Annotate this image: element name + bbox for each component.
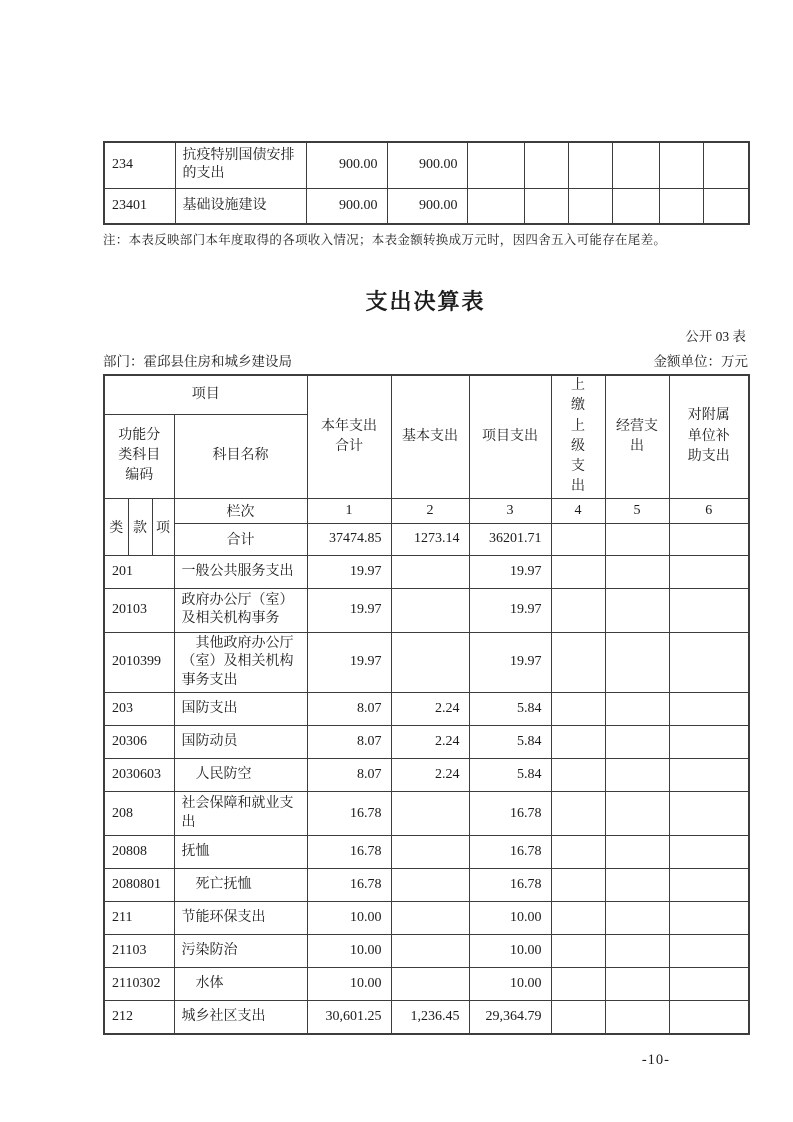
amount-cell: 10.00	[469, 902, 551, 935]
amount-cell: 16.78	[307, 792, 391, 836]
amount-cell: 19.97	[307, 632, 391, 692]
amount-cell: 16.78	[307, 836, 391, 869]
empty-cell	[669, 632, 749, 692]
amount-cell: 19.97	[307, 555, 391, 588]
table-row	[104, 902, 749, 935]
empty-cell	[551, 792, 605, 836]
amount-cell: 2.24	[391, 759, 469, 792]
subject-name-cell: 国防支出	[174, 693, 307, 726]
empty-cell	[551, 902, 605, 935]
table-row	[104, 188, 749, 224]
empty-cell	[659, 142, 703, 188]
table-note: 注：本表反映部门本年度取得的各项收入情况；本表金额转换成万元时，因四舍五入可能存在尾差。	[103, 233, 667, 247]
empty-cell	[551, 968, 605, 1001]
code-cell: 2110302	[104, 968, 174, 1001]
department-label: 部门：霍邱县住房和城乡建设局	[103, 354, 292, 369]
empty-cell	[568, 188, 612, 224]
amount-cell: 10.00	[307, 935, 391, 968]
empty-cell	[551, 726, 605, 759]
header-project: 项目	[104, 375, 307, 414]
empty-cell	[605, 836, 669, 869]
amount-cell: 29,364.79	[469, 1001, 551, 1034]
lanci-number: 4	[551, 498, 605, 523]
table-row	[104, 555, 749, 588]
code-cell: 2030603	[104, 759, 174, 792]
header-row-project	[104, 375, 749, 414]
total-label: 合计	[174, 523, 307, 555]
empty-cell	[568, 142, 612, 188]
amount-cell	[391, 968, 469, 1001]
empty-cell	[605, 935, 669, 968]
lanci-number: 1	[307, 498, 391, 523]
code-cell: 2080801	[104, 869, 174, 902]
empty-cell	[605, 555, 669, 588]
subject-name-cell: 国防动员	[174, 726, 307, 759]
header-upper-level: 上缴上级支出	[551, 375, 605, 498]
lanci-label: 栏次	[174, 498, 307, 523]
amount-cell: 5.84	[469, 726, 551, 759]
subject-name-cell: 死亡抚恤	[174, 869, 307, 902]
amount-cell: 30,601.25	[307, 1001, 391, 1034]
amount-cell: 36201.71	[469, 523, 551, 555]
header-function-code: 功能分类科目编码	[104, 414, 174, 498]
lanci-number: 5	[605, 498, 669, 523]
code-cell: 20306	[104, 726, 174, 759]
table-row	[104, 792, 749, 836]
amount-cell	[391, 555, 469, 588]
header-basic-expenditure: 基本支出	[391, 375, 469, 498]
header-project-expenditure: 项目支出	[469, 375, 551, 498]
amount-cell: 900.00	[306, 188, 387, 224]
table-row	[104, 726, 749, 759]
table-row	[104, 968, 749, 1001]
empty-cell	[669, 935, 749, 968]
income-table-continuation	[103, 141, 750, 225]
code-cell: 203	[104, 693, 174, 726]
table-row	[104, 935, 749, 968]
form-number: 公开 03 表	[685, 329, 746, 344]
table-row	[104, 632, 749, 692]
empty-cell	[605, 588, 669, 632]
amount-cell: 10.00	[307, 968, 391, 1001]
empty-cell	[605, 523, 669, 555]
amount-cell: 2.24	[391, 693, 469, 726]
amount-cell: 900.00	[387, 142, 467, 188]
subheader-section: 款	[128, 498, 152, 555]
amount-cell	[391, 935, 469, 968]
amount-cell: 16.78	[469, 869, 551, 902]
empty-cell	[669, 869, 749, 902]
subject-name-cell: 社会保障和就业支出	[174, 792, 307, 836]
empty-cell	[669, 902, 749, 935]
amount-cell: 10.00	[307, 902, 391, 935]
amount-cell: 37474.85	[307, 523, 391, 555]
empty-cell	[703, 188, 749, 224]
header-subject-name: 科目名称	[174, 414, 307, 498]
subject-name-cell: 政府办公厅（室）及相关机构事务	[174, 588, 307, 632]
amount-cell: 16.78	[469, 836, 551, 869]
empty-cell	[605, 968, 669, 1001]
amount-cell: 19.97	[307, 588, 391, 632]
empty-cell	[605, 869, 669, 902]
total-row	[104, 523, 749, 555]
amount-cell: 16.78	[469, 792, 551, 836]
lanci-number: 6	[669, 498, 749, 523]
empty-cell	[659, 188, 703, 224]
code-cell: 2010399	[104, 632, 174, 692]
amount-cell: 1273.14	[391, 523, 469, 555]
amount-cell	[391, 792, 469, 836]
code-cell: 201	[104, 555, 174, 588]
header-row-lanci	[104, 498, 749, 523]
amount-unit-label: 金额单位：万元	[653, 354, 748, 369]
amount-cell: 900.00	[387, 188, 467, 224]
amount-cell: 19.97	[469, 632, 551, 692]
empty-cell	[669, 693, 749, 726]
empty-cell	[605, 902, 669, 935]
empty-cell	[551, 632, 605, 692]
table-row	[104, 693, 749, 726]
expenditure-table	[103, 374, 750, 1035]
empty-cell	[605, 693, 669, 726]
subject-name-cell: 抗疫特别国债安排的支出	[175, 142, 306, 188]
amount-cell	[391, 836, 469, 869]
empty-cell	[551, 588, 605, 632]
subheader-class: 类	[104, 498, 128, 555]
subject-name-cell: 节能环保支出	[174, 902, 307, 935]
lanci-number: 3	[469, 498, 551, 523]
amount-cell: 19.97	[469, 555, 551, 588]
empty-cell	[612, 142, 659, 188]
empty-cell	[467, 188, 524, 224]
empty-cell	[612, 188, 659, 224]
amount-cell: 1,236.45	[391, 1001, 469, 1034]
header-affiliated-subsidy: 对附属单位补助支出	[669, 375, 749, 498]
amount-cell: 900.00	[306, 142, 387, 188]
empty-cell	[605, 759, 669, 792]
empty-cell	[467, 142, 524, 188]
empty-cell	[669, 792, 749, 836]
subject-name-cell: 污染防治	[174, 935, 307, 968]
amount-cell: 10.00	[469, 968, 551, 1001]
amount-cell: 5.84	[469, 693, 551, 726]
empty-cell	[524, 188, 568, 224]
amount-cell: 10.00	[469, 935, 551, 968]
empty-cell	[669, 523, 749, 555]
table-row	[104, 759, 749, 792]
table-row	[104, 836, 749, 869]
amount-cell: 8.07	[307, 693, 391, 726]
amount-cell	[391, 902, 469, 935]
lanci-number: 2	[391, 498, 469, 523]
subheader-item: 项	[152, 498, 174, 555]
empty-cell	[524, 142, 568, 188]
code-cell: 234	[104, 142, 175, 188]
subject-name-cell: 一般公共服务支出	[174, 555, 307, 588]
code-cell: 20103	[104, 588, 174, 632]
code-cell: 21103	[104, 935, 174, 968]
empty-cell	[551, 693, 605, 726]
empty-cell	[669, 726, 749, 759]
empty-cell	[605, 632, 669, 692]
empty-cell	[551, 759, 605, 792]
amount-cell: 5.84	[469, 759, 551, 792]
table-row	[104, 588, 749, 632]
empty-cell	[669, 968, 749, 1001]
amount-cell: 16.78	[307, 869, 391, 902]
empty-cell	[551, 555, 605, 588]
page-content	[103, 0, 748, 1069]
empty-cell	[669, 588, 749, 632]
amount-cell: 8.07	[307, 726, 391, 759]
page-title: 支出决算表	[365, 289, 486, 314]
empty-cell	[605, 726, 669, 759]
empty-cell	[669, 555, 749, 588]
empty-cell	[605, 792, 669, 836]
empty-cell	[669, 836, 749, 869]
subject-name-cell: 人民防空	[174, 759, 307, 792]
table-row	[104, 1001, 749, 1034]
table-row	[104, 869, 749, 902]
amount-cell	[391, 632, 469, 692]
page-number: -10-	[641, 1051, 670, 1068]
amount-cell: 8.07	[307, 759, 391, 792]
subject-name-cell: 水体	[174, 968, 307, 1001]
empty-cell	[551, 523, 605, 555]
meta-row	[103, 350, 748, 370]
code-cell: 211	[104, 902, 174, 935]
code-cell: 20808	[104, 836, 174, 869]
header-year-total: 本年支出合计	[307, 375, 391, 498]
empty-cell	[551, 935, 605, 968]
amount-cell	[391, 869, 469, 902]
subject-name-cell: 其他政府办公厅（室）及相关机构事务支出	[174, 632, 307, 692]
empty-cell	[669, 1001, 749, 1034]
amount-cell: 2.24	[391, 726, 469, 759]
empty-cell	[551, 869, 605, 902]
code-cell: 212	[104, 1001, 174, 1034]
empty-cell	[703, 142, 749, 188]
code-cell: 208	[104, 792, 174, 836]
empty-cell	[605, 1001, 669, 1034]
subject-name-cell: 基础设施建设	[175, 188, 306, 224]
amount-cell: 19.97	[469, 588, 551, 632]
empty-cell	[551, 1001, 605, 1034]
header-operating: 经营支出	[605, 375, 669, 498]
amount-cell	[391, 588, 469, 632]
table-row	[104, 142, 749, 188]
empty-cell	[551, 836, 605, 869]
code-cell: 23401	[104, 188, 175, 224]
subject-name-cell: 城乡社区支出	[174, 1001, 307, 1034]
subject-name-cell: 抚恤	[174, 836, 307, 869]
empty-cell	[669, 759, 749, 792]
